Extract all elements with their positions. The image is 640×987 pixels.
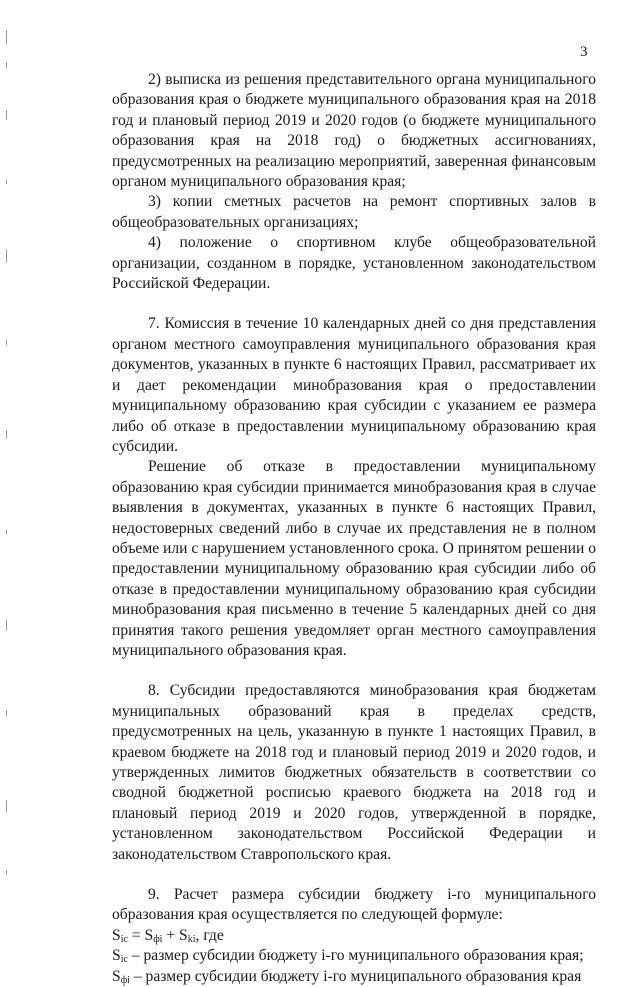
paragraph-item-8-subsidies: 8. Субсидии предоставляются минобразования края бюджетам муниципальных образований края в пределах средств, предусмотренных на цель, указанную в пункте 1 настоящих Правил, в краевом бюджете на 2018 год и плановый период 2019 и 2020 годов, и утвержденных лимитов бюджетных обязательств в соответствии со сводной бюджетной росписью краевого бюджета на 2018 год и плановый период 2019 и 2020 годов, утвержденной в порядке, установленном законодательством Российской Федерации и законодательством Ставропольского края. (112, 682, 596, 863)
formula-term2: S (179, 926, 188, 944)
formula-term2-subscript: ki (187, 933, 196, 945)
paragraph-item-9-calculation: 9. Расчет размера субсидии бюджету i-го муниципального образования края осуществляется по следующей формуле: (112, 886, 596, 924)
definition-symbol: S (112, 947, 121, 965)
definition-symbol-subscript: фi (120, 974, 130, 986)
formula-term1: S (144, 926, 154, 944)
formula-lhs-subscript: ic (120, 933, 128, 945)
definition-symbol: S (112, 967, 121, 985)
definition-sfi (112, 967, 596, 987)
formula-plus: + (162, 926, 180, 944)
definition-symbol-subscript: ic (120, 954, 128, 966)
formula-equals: = (127, 926, 145, 944)
subsidy-formula (112, 926, 596, 946)
definition-sic (112, 946, 596, 966)
definition-text: – размер субсидии бюджету i-го муниципального образования края (129, 967, 582, 985)
binding-margin-marks (6, 10, 10, 900)
formula-lhs: S (112, 926, 121, 944)
paragraph-sports-club-regulation: 4) положение о спортивном клубе общеобразовательной организации, созданном в порядке, установленном законодательством Российской Федерации. (112, 234, 596, 293)
page-number: 3 (580, 44, 588, 60)
definition-text: – размер субсидии бюджету i-го муниципального образования края; (127, 947, 584, 965)
document-body (112, 70, 596, 987)
paragraph-extract-budget-decision: 2) выписка из решения представительного органа муниципального образования края о бюджете муниципального образования края на 2018 год и плановый период 2019 и 2020 годов (о бюджете муниципального образования края на 2018 год) о бюджетных ассигнованиях, предусмотренных на реализацию мероприятий, заверенная финансовым органом муниципального образования края; (112, 71, 596, 191)
paragraph-item-7-commission: 7. Комиссия в течение 10 календарных дней со дня представления органом местного самоуправления муниципального образования края документов, указанных в пункте 6 настоящих Правил, рассматривает их и дает рекомендации минобразования края о предоставлении муниципальному образованию края субсидии с указанием ее размера либо об отказе в предоставлении муниципальному образованию края субсидии. (112, 315, 596, 455)
formula-term1-subscript: фi (153, 933, 163, 945)
formula-tail: , где (195, 926, 224, 944)
paragraph-estimate-copies: 3) копии сметных расчетов на ремонт спортивных залов в общеобразовательных организациях; (112, 193, 596, 231)
paragraph-refusal-decision: Решение об отказе в предоставлении муниципальному образованию края субсидии принимается минобразования края в случае выявления в документах, указанных в пункте 6 настоящих Правил, недостоверных сведений либо в случае их представления не в полном объеме или с нарушением установленного срока. О принятом решении о предоставлении муниципальному образованию края субсидии либо об отказе в предоставлении муниципальному образованию края субсидии минобразования края письменно в течение 5 календарных дней со дня принятия такого решения уведомляет орган местного самоуправления муниципального образования края. (112, 458, 596, 659)
